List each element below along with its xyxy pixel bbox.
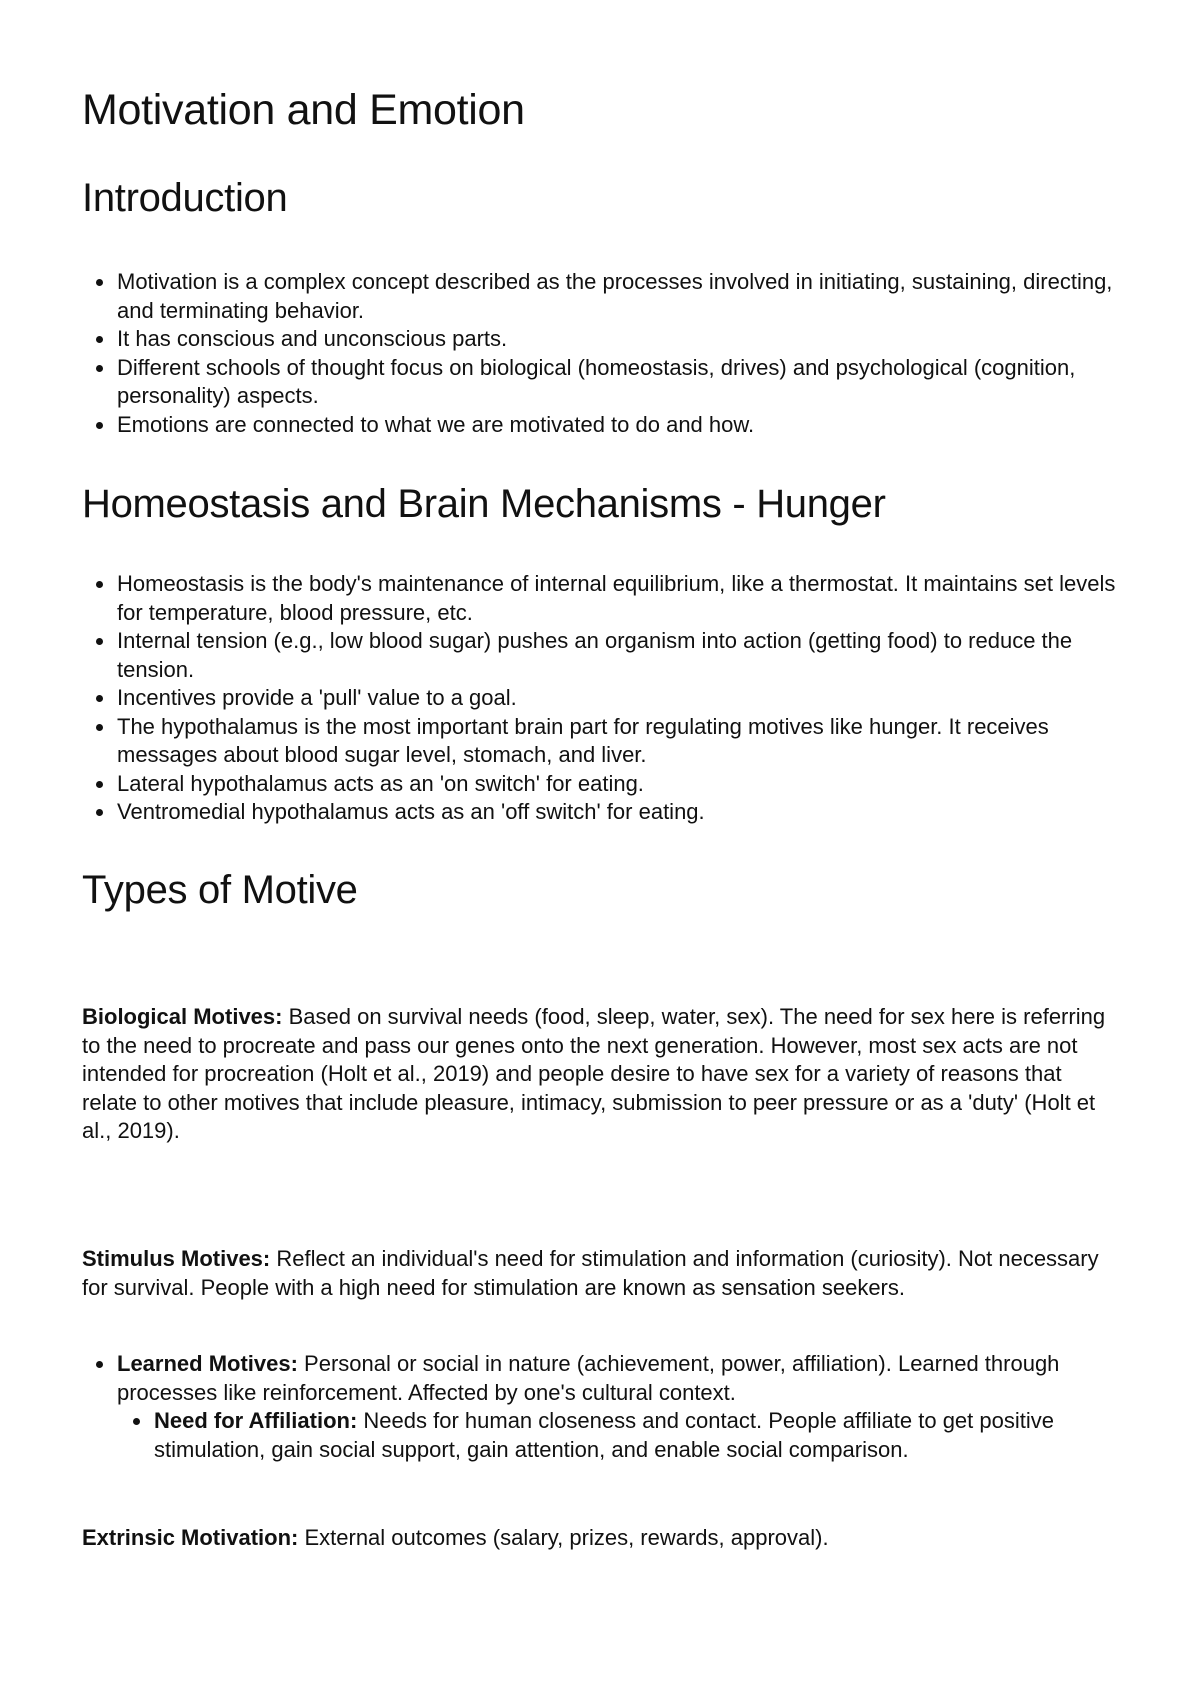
stimulus-motives-label: Stimulus Motives: xyxy=(82,1246,271,1271)
page-title: Motivation and Emotion xyxy=(82,86,525,134)
learned-motives-label: Learned Motives: xyxy=(117,1351,298,1376)
need-for-affiliation-text: Needs for human closeness and contact. People affiliate to get positive stimulation, gain social support, gain attention, and enable social comparison. xyxy=(154,1408,1054,1462)
list-item xyxy=(117,1350,1122,1464)
extrinsic-motivation-label: Extrinsic Motivation: xyxy=(82,1525,299,1550)
list-item: It has conscious and unconscious parts. xyxy=(117,325,1122,354)
list-item xyxy=(154,1407,1122,1464)
learned-motives-text: Personal or social in nature (achievement, power, affiliation). Learned through processes like reinforcement. Affected by one's cultural context. xyxy=(117,1351,1060,1405)
list-item: Internal tension (e.g., low blood sugar) pushes an organism into action (getting food) to reduce the tension. xyxy=(117,627,1122,684)
list-item: Homeostasis is the body's maintenance of internal equilibrium, like a thermostat. It maintains set levels for temperature, blood pressure, etc. xyxy=(117,570,1122,627)
section-heading-homeostasis: Homeostasis and Brain Mechanisms - Hunger xyxy=(82,482,886,526)
list-item: Emotions are connected to what we are motivated to do and how. xyxy=(117,411,1122,440)
section-heading-introduction: Introduction xyxy=(82,176,288,220)
extrinsic-motivation-paragraph xyxy=(82,1524,1122,1553)
introduction-list xyxy=(82,268,1122,439)
list-item: Different schools of thought focus on biological (homeostasis, drives) and psychological (cognition, personality) aspects. xyxy=(117,354,1122,411)
list-item: The hypothalamus is the most important brain part for regulating motives like hunger. It receives messages about blood sugar level, stomach, and liver. xyxy=(117,713,1122,770)
learned-motives-sublist xyxy=(117,1407,1122,1464)
biological-motives-text: Based on survival needs (food, sleep, water, sex). The need for sex here is referring to the need to procreate and pass our genes onto the next generation. However, most sex acts are not intended for procreation (Holt et al., 2019) and people desire to have sex for a variety of reasons that relate to other motives that include pleasure, intimacy, submission to peer pressure or as a 'duty' (Holt et al., 2019). xyxy=(82,1004,1106,1143)
stimulus-motives-paragraph xyxy=(82,1245,1122,1302)
stimulus-motives-text: Reflect an individual's need for stimulation and information (curiosity). Not necessary for survival. People with a high need for stimulation are known as sensation seekers. xyxy=(82,1246,1099,1300)
learned-motives-list xyxy=(82,1350,1122,1464)
need-for-affiliation-label: Need for Affiliation: xyxy=(154,1408,358,1433)
list-item: Lateral hypothalamus acts as an 'on switch' for eating. xyxy=(117,770,1122,799)
homeostasis-list xyxy=(82,570,1122,827)
list-item: Motivation is a complex concept described as the processes involved in initiating, sustaining, directing, and terminating behavior. xyxy=(117,268,1122,325)
list-item: Incentives provide a 'pull' value to a goal. xyxy=(117,684,1122,713)
biological-motives-paragraph xyxy=(82,1003,1122,1146)
biological-motives-label: Biological Motives: xyxy=(82,1004,283,1029)
list-item: Ventromedial hypothalamus acts as an 'off switch' for eating. xyxy=(117,798,1122,827)
section-heading-types-of-motive: Types of Motive xyxy=(82,868,358,912)
extrinsic-motivation-text: External outcomes (salary, prizes, rewards, approval). xyxy=(298,1525,829,1550)
